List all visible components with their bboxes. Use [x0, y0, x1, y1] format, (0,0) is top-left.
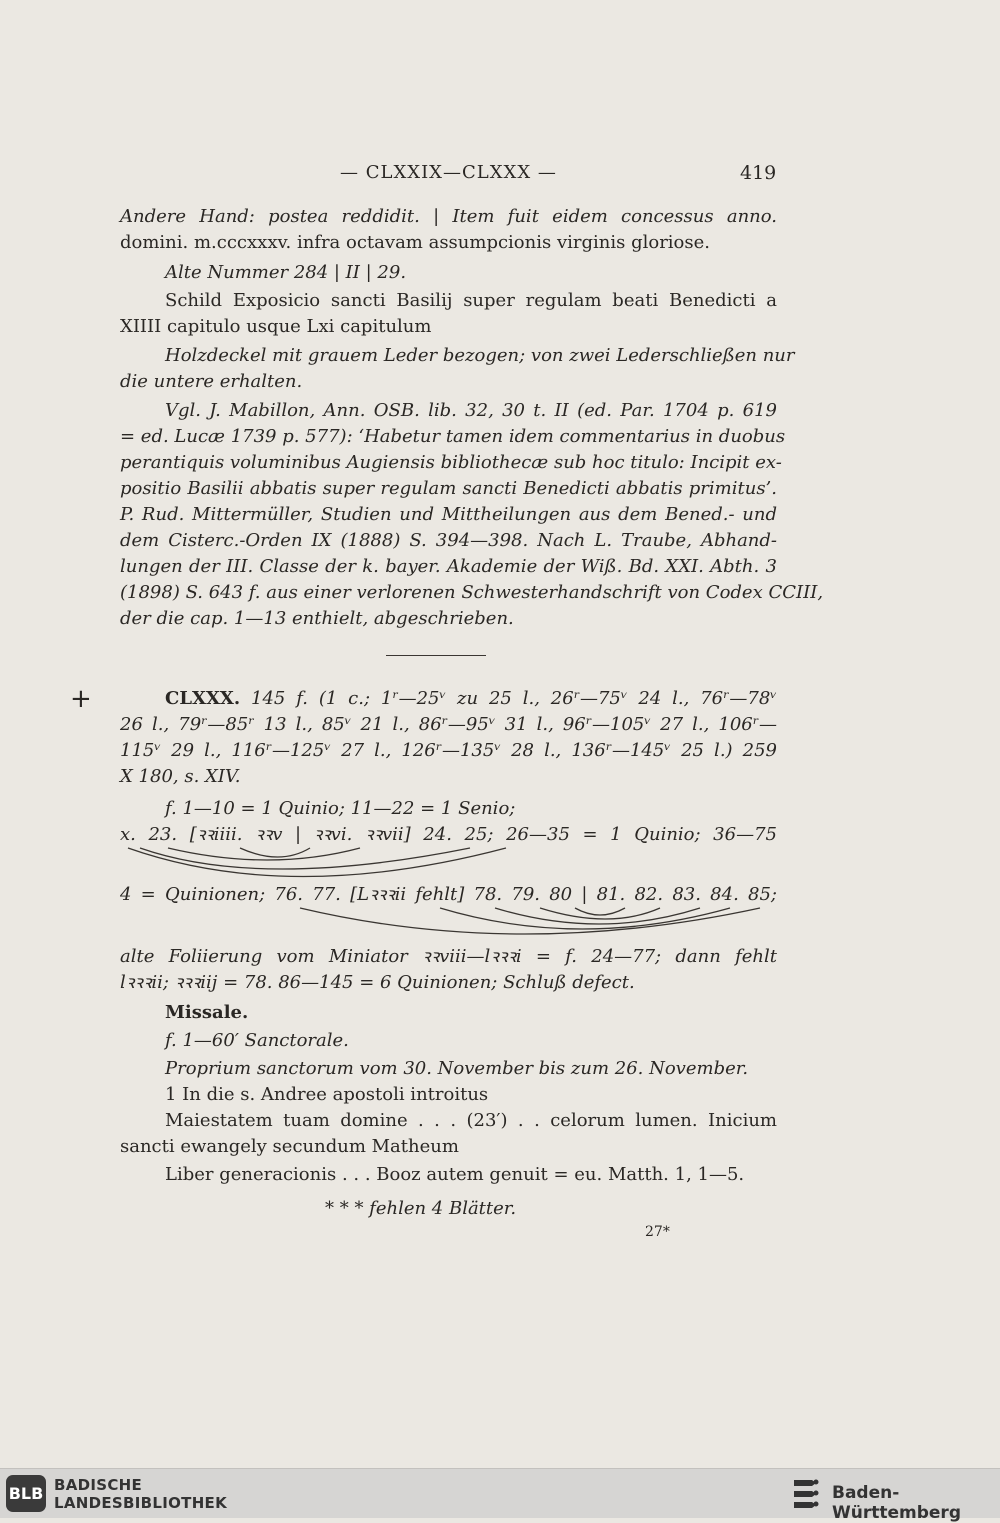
- text-line: Andere Hand: postea reddidit. | Item fuit eidem concessus anno.: [120, 206, 777, 227]
- text-line: 115ᵛ 29 l., 116ʳ—125ᵛ 27 l., 126ʳ—135ᵛ 28 l., 136ʳ—145ᵛ 25 l.) 259: [120, 740, 777, 761]
- text-line: x. 23. [ꝛꝛiiii. ꝛꝛv | ꝛꝛvi. ꝛꝛvii] 24. 25; 26—35 = 1 Quinio; 36—75: [120, 824, 777, 845]
- text-line: Holzdeckel mit grauem Leder bezogen; von zwei Lederschließen nur: [165, 345, 795, 366]
- viewer-footer: [0, 1468, 1000, 1523]
- text-line: Schild Exposicio sancti Basilij super regulam beati Benedicti a: [165, 290, 777, 311]
- text-line: * * * fehlen 4 Blätter.: [325, 1198, 517, 1219]
- text-line: domini. m.cccxxxv. infra octavam assumpcionis virginis gloriose.: [120, 232, 711, 253]
- page-number: 419: [740, 162, 777, 184]
- text-line: Proprium sanctorum vom 30. November bis zum 26. November.: [165, 1058, 749, 1079]
- blb-logo[interactable]: BLB: [6, 1475, 46, 1512]
- text-line: perantiquis voluminibus Augiensis bibliothecæ sub hoc titulo: Incipit ex-: [120, 452, 782, 473]
- text-line: f. 1—10 = 1 Quinio; 11—22 = 1 Senio;: [165, 798, 516, 819]
- text-line: P. Rud. Mittermüller, Studien und Mittheilungen aus dem Bened.- und: [120, 504, 777, 525]
- text-line: 4 = Quinionen; 76. 77. [Lꝛꝛꝛii fehlt] 78. 79. 80 | 81. 82. 83. 84. 85;: [120, 884, 777, 905]
- entry-number: CLXXX.: [165, 688, 241, 709]
- text-line: lungen der III. Classe der k. bayer. Akademie der Wiß. Bd. XXI. Abth. 3: [120, 556, 777, 577]
- text-line: Alte Nummer 284 | II | 29.: [165, 262, 407, 283]
- text-line: X 180, s. XIV.: [120, 766, 241, 787]
- text-line: Liber generacionis . . . Booz autem genuit = eu. Matth. 1, 1—5.: [165, 1164, 745, 1185]
- text-line: (1898) S. 643 f. aus einer verlorenen Schwesterhandschrift von Codex CCIII,: [120, 582, 824, 603]
- text-line: sancti ewangely secundum Matheum: [120, 1136, 459, 1157]
- text-line: Vgl. J. Mabillon, Ann. OSB. lib. 32, 30 t. II (ed. Par. 1704 p. 619: [165, 400, 777, 421]
- text-line: der die cap. 1—13 enthielt, abgeschrieben.: [120, 608, 514, 629]
- text-line: 26 l., 79ʳ—85ʳ 13 l., 85ᵛ 21 l., 86ʳ—95ᵛ 31 l., 96ʳ—105ᵛ 27 l., 106ʳ—: [120, 714, 777, 735]
- margin-mark: +: [70, 684, 92, 714]
- baden-wuerttemberg-lions-icon[interactable]: [790, 1476, 822, 1512]
- text-line: CLXXX. 145 f. (1 c.; 1ʳ—25ᵛ zu 25 l., 26ʳ—75ᵛ 24 l., 76ʳ—78ᵛ: [165, 688, 777, 709]
- section-heading: Missale.: [165, 1002, 249, 1023]
- library-name-line2: LANDESBIBLIOTHEK: [54, 1494, 228, 1512]
- state-name: Baden-Württemberg: [832, 1483, 961, 1523]
- text-line: die untere erhalten.: [120, 371, 303, 392]
- text-line: = ed. Lucæ 1739 p. 577): ‘Habetur tamen idem commentarius in duobus: [120, 426, 786, 447]
- text-line: lꝛꝛꝛii; ꝛꝛꝛiij = 78. 86—145 = 6 Quinionen; Schluß defect.: [120, 972, 635, 993]
- library-name-line1: BADISCHE: [54, 1476, 143, 1494]
- text-line: XIIII capitulo usque Lxi capitulum: [120, 316, 432, 337]
- text-line: dem Cisterc.-Orden IX (1888) S. 394—398. Nach L. Traube, Abhand-: [120, 530, 777, 551]
- text-line: alte Foliierung vom Miniator ꝛꝛviii—lꝛꝛꝛi = f. 24—77; dann fehlt: [120, 946, 777, 967]
- text-line: 1 In die s. Andree apostoli introitus: [165, 1084, 489, 1105]
- text-line: positio Basilii abbatis super regulam sancti Benedicti abbatis primitus’.: [120, 478, 777, 499]
- signature-mark: 27*: [645, 1224, 670, 1240]
- text-line: Maiestatem tuam domine . . . (23′) . . celorum lumen. Inicium: [165, 1110, 777, 1131]
- text-line: f. 1—60′ Sanctorale.: [165, 1030, 349, 1051]
- running-header: — CLXXIX—CLXXX —: [340, 162, 557, 183]
